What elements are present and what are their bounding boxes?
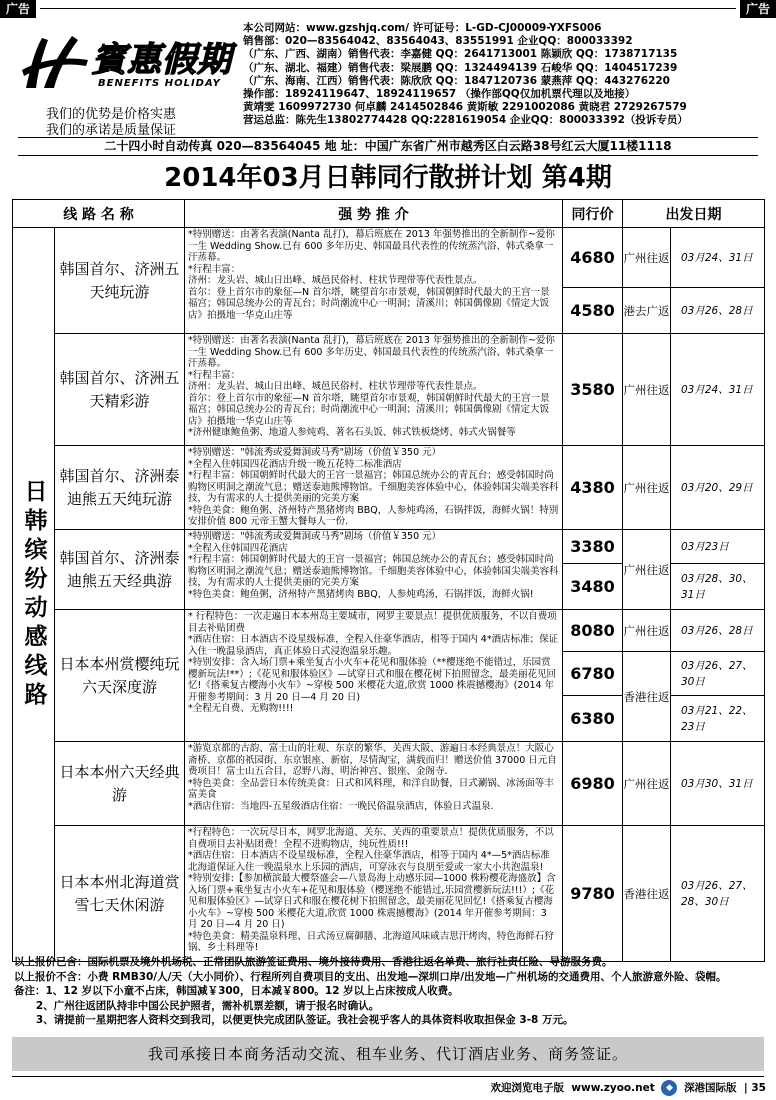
departure-city: 香港往返: [623, 652, 671, 742]
route-description: *特别赠送："韩流秀或爱舞洞或马秀"剧场（价值￥350 元） *全程入住韩国四花酒店 *行程丰富：韩国朝鲜时代最大的王宫一景福宫；韩国总统办公的青瓦台；感受韩国时尚购物区明洞之潮流气息；赠送泰迪熊博物馆。千细胞美容体验中心，体验韩国尖端美容科技，为有需求的人士提供美丽的完美方案 *特色美食：鲍鱼粥，济州特产黑猪烤肉 BBQ，人参炖鸡汤，石锅拌饭，海鲜火锅!: [185, 530, 563, 610]
page-title: 2014年03月日韩同行散拼计划 第4期: [164, 163, 612, 193]
route-description: *特别赠送："韩流秀或爱舞洞或马秀"剧场（价值￥350 元） *全程入住韩国四花酒店升级一晚五花特二标准酒店 *行程丰富：韩国朝鲜时代最大的王宫一景福宫；韩国总统办公的青瓦台；感受韩国时尚购物区明洞之潮流气息；赠送泰迪熊博物馆。千细胞美容体验中心，体验韩国尖端美容科技，为有需求的人士提供美丽的完美方案 *特色美食：鲍鱼粥、济州特产黑猪烤肉 BBQ，人参炖鸡汤，石锅拌饭，海鲜火锅！特别安排价值 800 元帝王蟹大餐每人一份.: [185, 446, 563, 530]
route-name: 日本本州北海道赏雪七天休闲游: [55, 826, 185, 962]
footer-rule: [12, 1076, 764, 1077]
itinerary-table: [12, 199, 765, 962]
table-header-row: [13, 200, 765, 228]
footer-edition: 深港国际版: [684, 1082, 737, 1094]
departure-city: 广州往返: [623, 610, 671, 652]
note-line: 3、请提前一星期把客人资料交到我司，以便更快完成团队签证。我社会视乎客人的具体资料收取担保金 3-8 万元。: [14, 1014, 574, 1026]
departure-city: 港去广返: [623, 288, 671, 334]
departure-dates: 03月26、28日: [671, 610, 765, 652]
departure-dates: 03月24、31日: [671, 228, 765, 288]
route-description: *特别赠送：由著名表演(Nanta 乱打)，幕后班底在 2013 年强势推出的全新制作~爱你一生 Wedding Show.已有 600 多年历史、韩国最具代表性的传统蒸汽浴、韩式桑拿一汗蒸幕。 *行程丰富： 济州：龙头岩、城山日出峰、城邑民俗村、柱状节理带等代表性景点。 首尔：登上首尔市的象征—N 首尔塔，眺望首尔市景观，韩国朝鲜时代最大的王宫一景福宫；韩国总统办公的青瓦台；时尚潮流中心一明洞；清溪川；韩国偶像剧《情定大饭店》拍摄地一华克山庄等 *济州健康鲍鱼粥、地道人参炖鸡、著名石头饭、韩式铁板烧烤、韩式火锅餐等: [185, 334, 563, 446]
departure-city: 广州往返: [623, 530, 671, 610]
route-description: * 行程特色：一次走遍日本本州岛主要城市，网罗主要景点！提供优质服务，不以自费项目去补贴团费 *酒店住宿：日本酒店不设星级标准，全程入住豪华酒店，相等于国内 4*酒店标准；保证入住一晚温泉酒店，真正体验日式浸泡温泉乐趣。 *特别安排：含入场门票+乘坐复古小火车+花见和服体验（**樱迷绝不能错过，乐园赏樱新玩法!**）;《花见和服体验区》—试穿日式和服在樱花树下拍照留念，最美丽花见回忆!《搭乘复古樱海小火车》~穿梭 500 米樱花大道,欣赏 1000 株震撼樱海》(2014 年开催参考期间：3 月 20 日—4 月 20 日) *全程无自费、无购物!!!!: [185, 610, 563, 742]
departure-dates: 03月30、31日: [671, 742, 765, 826]
price-cell: 6780: [563, 652, 623, 696]
contact-line: （广东、湖北、福建）销售代表：梁展鹏 QQ：1324494139 石峻华 QQ：1404517239: [243, 61, 678, 74]
departure-dates: 03月26、28日: [671, 288, 765, 334]
slogan-line: 我们的优势是价格实惠: [46, 107, 177, 122]
price-cell: 3580: [563, 334, 623, 446]
table-row: [13, 530, 765, 564]
table-row: [13, 228, 765, 288]
route-name: 日本本州赏樱纯玩六天深度游: [55, 610, 185, 742]
contact-line: 黄靖雯 1609972730 何卓麟 2414502846 黄斯敏 2291002086 黄晓君 2729267579: [243, 101, 687, 114]
table-row: [13, 446, 765, 530]
notes-block: [14, 955, 764, 1028]
departure-city: 广州往返: [623, 228, 671, 288]
route-name: 日本本州六天经典游: [55, 742, 185, 826]
ad-tag-right: 广告: [740, 0, 776, 18]
departure-dates: 03月23日: [671, 530, 765, 564]
contact-line: 销售部：020—83564042、83564043、83551991 企业QQ：800033392: [243, 35, 633, 48]
departure-city: 广州往返: [623, 446, 671, 530]
service-banner: 我司承接日本商务活动交流、租车业务、代订酒店业务、商务签证。: [12, 1037, 764, 1071]
note-line: 备注：1、12 岁以下小童不占床，韩国减￥300，日本减￥800。12 岁以上占床按成人收费。: [14, 985, 459, 997]
ad-tag-left: 广告: [0, 0, 36, 18]
departure-city: 广州往返: [623, 334, 671, 446]
price-cell: 9780: [563, 826, 623, 962]
contact-line: 营运总监：陈先生13802774428 QQ:2281619054 企业QQ：800033392（投诉专员）: [243, 114, 688, 127]
note-line: 以上报价已含：国际机票及境外机场税、正常团队旅游签证费用、境外接待费用、香港往返名单费、旅行社责任险、导游服务费。: [14, 956, 613, 968]
departure-dates: 03月28、30、31日: [671, 564, 765, 610]
side-label: 日韩缤纷动感线路: [13, 228, 55, 962]
contact-line: 本公司网站：www.gzshjq.com/ 许可证号：L-GD-CJ00009-YXFS006: [243, 22, 602, 34]
departure-dates: 03月26、27、28、30日: [671, 826, 765, 962]
address-bar: 二十四小时自动传真 020—83564045 地 址：中国广东省广州市越秀区白云路38号红云大厦11楼1118: [18, 137, 758, 156]
header-departure: 出发日期: [623, 200, 765, 228]
top-rule: [40, 8, 736, 9]
departure-dates: 03月26、27、30日: [671, 652, 765, 696]
contact-line: （广东、海南、江西）销售代表：陈欣欣 QQ：1847120736 蒙燕萍 QQ：443276220: [243, 74, 670, 87]
contact-line: （广东、广西、湖南）销售代表：李嘉健 QQ：2641713001 陈颖欣 QQ：1738717135: [243, 48, 678, 61]
departure-dates: 03月20、29日: [671, 446, 765, 530]
price-cell: 8080: [563, 610, 623, 652]
header-price: 同行价: [563, 200, 623, 228]
price-cell: 4680: [563, 228, 623, 288]
route-description: *特别赠送：由著名表演(Nanta 乱打)，幕后班底在 2013 年强势推出的全新制作~爱你一生 Wedding Show.已有 600 多年历史、韩国最具代表性的传统蒸汽浴、韩式桑拿一汗蒸幕。 *行程丰富： 济州：龙头岩、城山日出峰、城邑民俗村、柱状节理带等代表性景点。 首尔：登上首尔市的象征—N 首尔塔，眺望首尔市景观，韩国朝鲜时代最大的王宫一景福宫；韩国总统办公的青瓦台；时尚潮流中心一明洞；清溪川；韩国偶像剧《情定大饭店》拍摄地一华克山庄等: [185, 228, 563, 334]
route-name: 韩国首尔、济洲泰迪熊五天纯玩游: [55, 446, 185, 530]
note-line: 以上报价不含：小费 RMB30/人/天（大小同价）、行程所列自费项目的支出、出发地—深圳口岸/出发地—广州机场的交通费用、个人旅游意外险、袋帽。: [14, 970, 727, 983]
departure-city: 香港往返: [623, 826, 671, 962]
departure-dates: 03月21、22、23日: [671, 696, 765, 742]
header-highlights: 强 势 推 介: [185, 200, 563, 228]
logo-mark-icon: [20, 30, 90, 98]
table-row: [13, 610, 765, 652]
table-row: [13, 742, 765, 826]
price-cell: 6980: [563, 742, 623, 826]
departure-city: 广州往返: [623, 742, 671, 826]
price-cell: 3380: [563, 530, 623, 564]
company-logo: [20, 30, 245, 100]
price-cell: 3480: [563, 564, 623, 610]
route-name: 韩国首尔、济洲泰迪熊五天经典游: [55, 530, 185, 610]
contact-block: [243, 22, 763, 128]
note-line: 2、广州往返团队持非中国公民护照者，需补机票差额，请于报名时确认。: [14, 999, 380, 1012]
slogan-line: 我们的承诺是质量保证: [46, 123, 177, 138]
logo-subtitle: BENEFITS HOLIDAY: [98, 78, 221, 89]
logo-text: 賓惠假期: [92, 40, 232, 80]
route-description: *行程特色：一次玩尽日本，网罗北海道、关东、关西的重要景点！提供优质服务，不以自费项目去补贴团费！全程不进购物店，纯玩性质!!! *酒店住宿：日本酒店不设星级标准，全程入住豪华酒店，相等于国内 4*—5*酒店标准北海道保证入住一晚温泉水上乐园的酒店，可穿泳衣与良朋至爱或一家大小共泡温泉! *特别安排:【参加横滨最大樱祭盛会—八景岛海上动感乐园—1000 株粉樱花海盛放】含入场门票+乘坐复古小火车+花见和服体验（樱迷绝不能错过,乐园赏樱新玩法!!!）;《花见和服体验区》—试穿日式和服在樱花树下拍照留念，最美丽花见回忆!《搭乘复古樱海小火车》~穿梭 500 米樱花大道,欣赏 1000 株震撼樱海》(2014 年开催参考期间：3 月 20 日—4 月 20 日) *特色美食：精美温泉料理、日式汤豆腐御膳、北海道风味咸吉思汗烤肉、特色海鲜石狩锅、乡土料理等!: [185, 826, 563, 962]
edition-logo-icon: ◆: [661, 1080, 677, 1096]
price-cell: 6380: [563, 696, 623, 742]
footer-site-link[interactable]: www.zyoo.net: [571, 1082, 655, 1094]
price-cell: 4380: [563, 446, 623, 530]
page-number: 35: [751, 1082, 766, 1094]
footer: 欢迎浏览电子版 www.zyoo.net ◆ 深港国际版 | 35: [490, 1082, 766, 1094]
price-cell: 4580: [563, 288, 623, 334]
table-row: [13, 826, 765, 962]
route-name: 韩国首尔、济洲五天精彩游: [55, 334, 185, 446]
footer-browse-label: 欢迎浏览电子版: [490, 1082, 565, 1094]
header-route: 线 路 名 称: [13, 200, 185, 228]
route-name: 韩国首尔、济洲五天纯玩游: [55, 228, 185, 334]
table-row: [13, 334, 765, 446]
route-description: *游览京都的古韵、富士山的壮观、东京的繁华、关西大阪、游遍日本经典景点！大阪心斋桥、京都的祇园街、东京银座、新宿，尽情淘宝，满载而归！赠送价值 37000 日元自费项目！富士山五合目，忍野八海、明治神宫、银座、金阁寺. *特色美食：全品尝日本传统美食：日式和风料理，和洋自助餐，日式涮锅、冰汤面等丰富美食 *酒店住宿：当地四-五星级酒店住宿：一晚民俗温泉酒店，体验日式温泉.: [185, 742, 563, 826]
contact-line: 操作部：18924119647、18924119657 （操作部QQ仅加机票代理以及地接）: [243, 88, 636, 101]
departure-dates: 03月24、31日: [671, 334, 765, 446]
